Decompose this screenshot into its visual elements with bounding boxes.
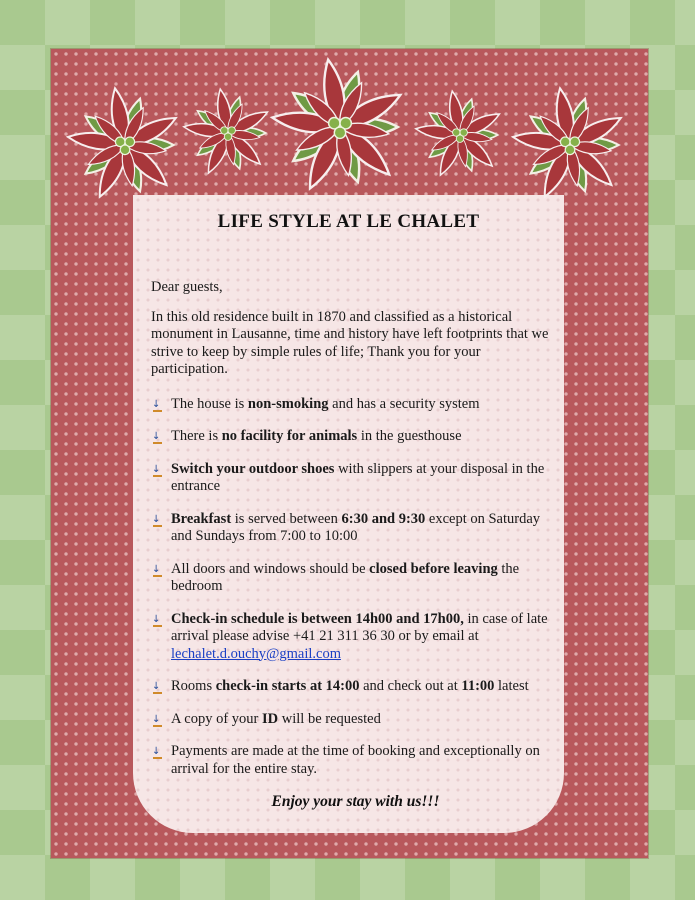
poinsettia-garland xyxy=(30,45,670,235)
page-title: LIFE STYLE AT LE CHALET xyxy=(217,211,480,232)
list-item: ↓ A copy of your ID will be requested xyxy=(152,710,381,727)
closing-message: Enjoy your stay with us!!! xyxy=(271,793,440,810)
arrow-down-icon: ↓ xyxy=(152,613,161,625)
arrow-down-icon: ↓ xyxy=(152,563,161,575)
arrow-down-icon: ↓ xyxy=(152,713,161,725)
list-item: ↓ All doors and windows should be closed before leaving the bedroom xyxy=(152,560,520,594)
arrow-down-icon: ↓ xyxy=(152,681,161,692)
arrow-down-icon: ↓ xyxy=(152,513,161,525)
arrow-down-icon: ↓ xyxy=(152,431,161,442)
list-item: ↓ Payments are made at the time of booking and exceptionally on arrival for the entire stay. xyxy=(152,743,540,777)
poinsettia-flower-icon xyxy=(183,88,270,176)
poinsettia-flower-icon xyxy=(415,90,502,178)
list-item: ↓ Rooms check-in starts at 14:00 and check out at 11:00 latest xyxy=(152,678,529,694)
list-item: ↓ Check-in schedule is between 14h00 and 17h00, in case of late arrival please advise +41 21 311 36 30 or by email at lechalet.d.ouchy@gmail.com xyxy=(152,610,548,662)
arrow-down-icon: ↓ xyxy=(152,398,161,410)
email-link[interactable]: lechalet.d.ouchy@gmail.com xyxy=(171,645,341,662)
list-item: ↓ The house is non-smoking and has a security system xyxy=(152,395,480,412)
poinsettia-flower-icon xyxy=(67,87,180,200)
house-rules-list xyxy=(151,396,551,779)
arrow-down-icon: ↓ xyxy=(152,746,161,757)
list-item: ↓ There is no facility for animals in the guesthouse xyxy=(152,428,462,444)
poinsettia-flower-icon xyxy=(271,58,405,193)
poinsettia-flower-icon xyxy=(512,87,625,200)
list-item: ↓ Breakfast is served between 6:30 and 9:30 except on Saturday and Sundays from 7:00 to 10:00 xyxy=(152,510,541,544)
list-item: ↓ Switch your outdoor shoes with slippers at your disposal in the entrance xyxy=(152,460,545,494)
arrow-down-icon: ↓ xyxy=(152,463,161,475)
greeting: Dear guests, xyxy=(151,279,223,295)
intro-paragraph: In this old residence built in 1870 and classified as a historical monument in Lausanne, time and history have left footprints that we strive to keep by simple rules of life; Thank you for your participation. xyxy=(151,308,549,377)
letter-body xyxy=(151,279,551,793)
